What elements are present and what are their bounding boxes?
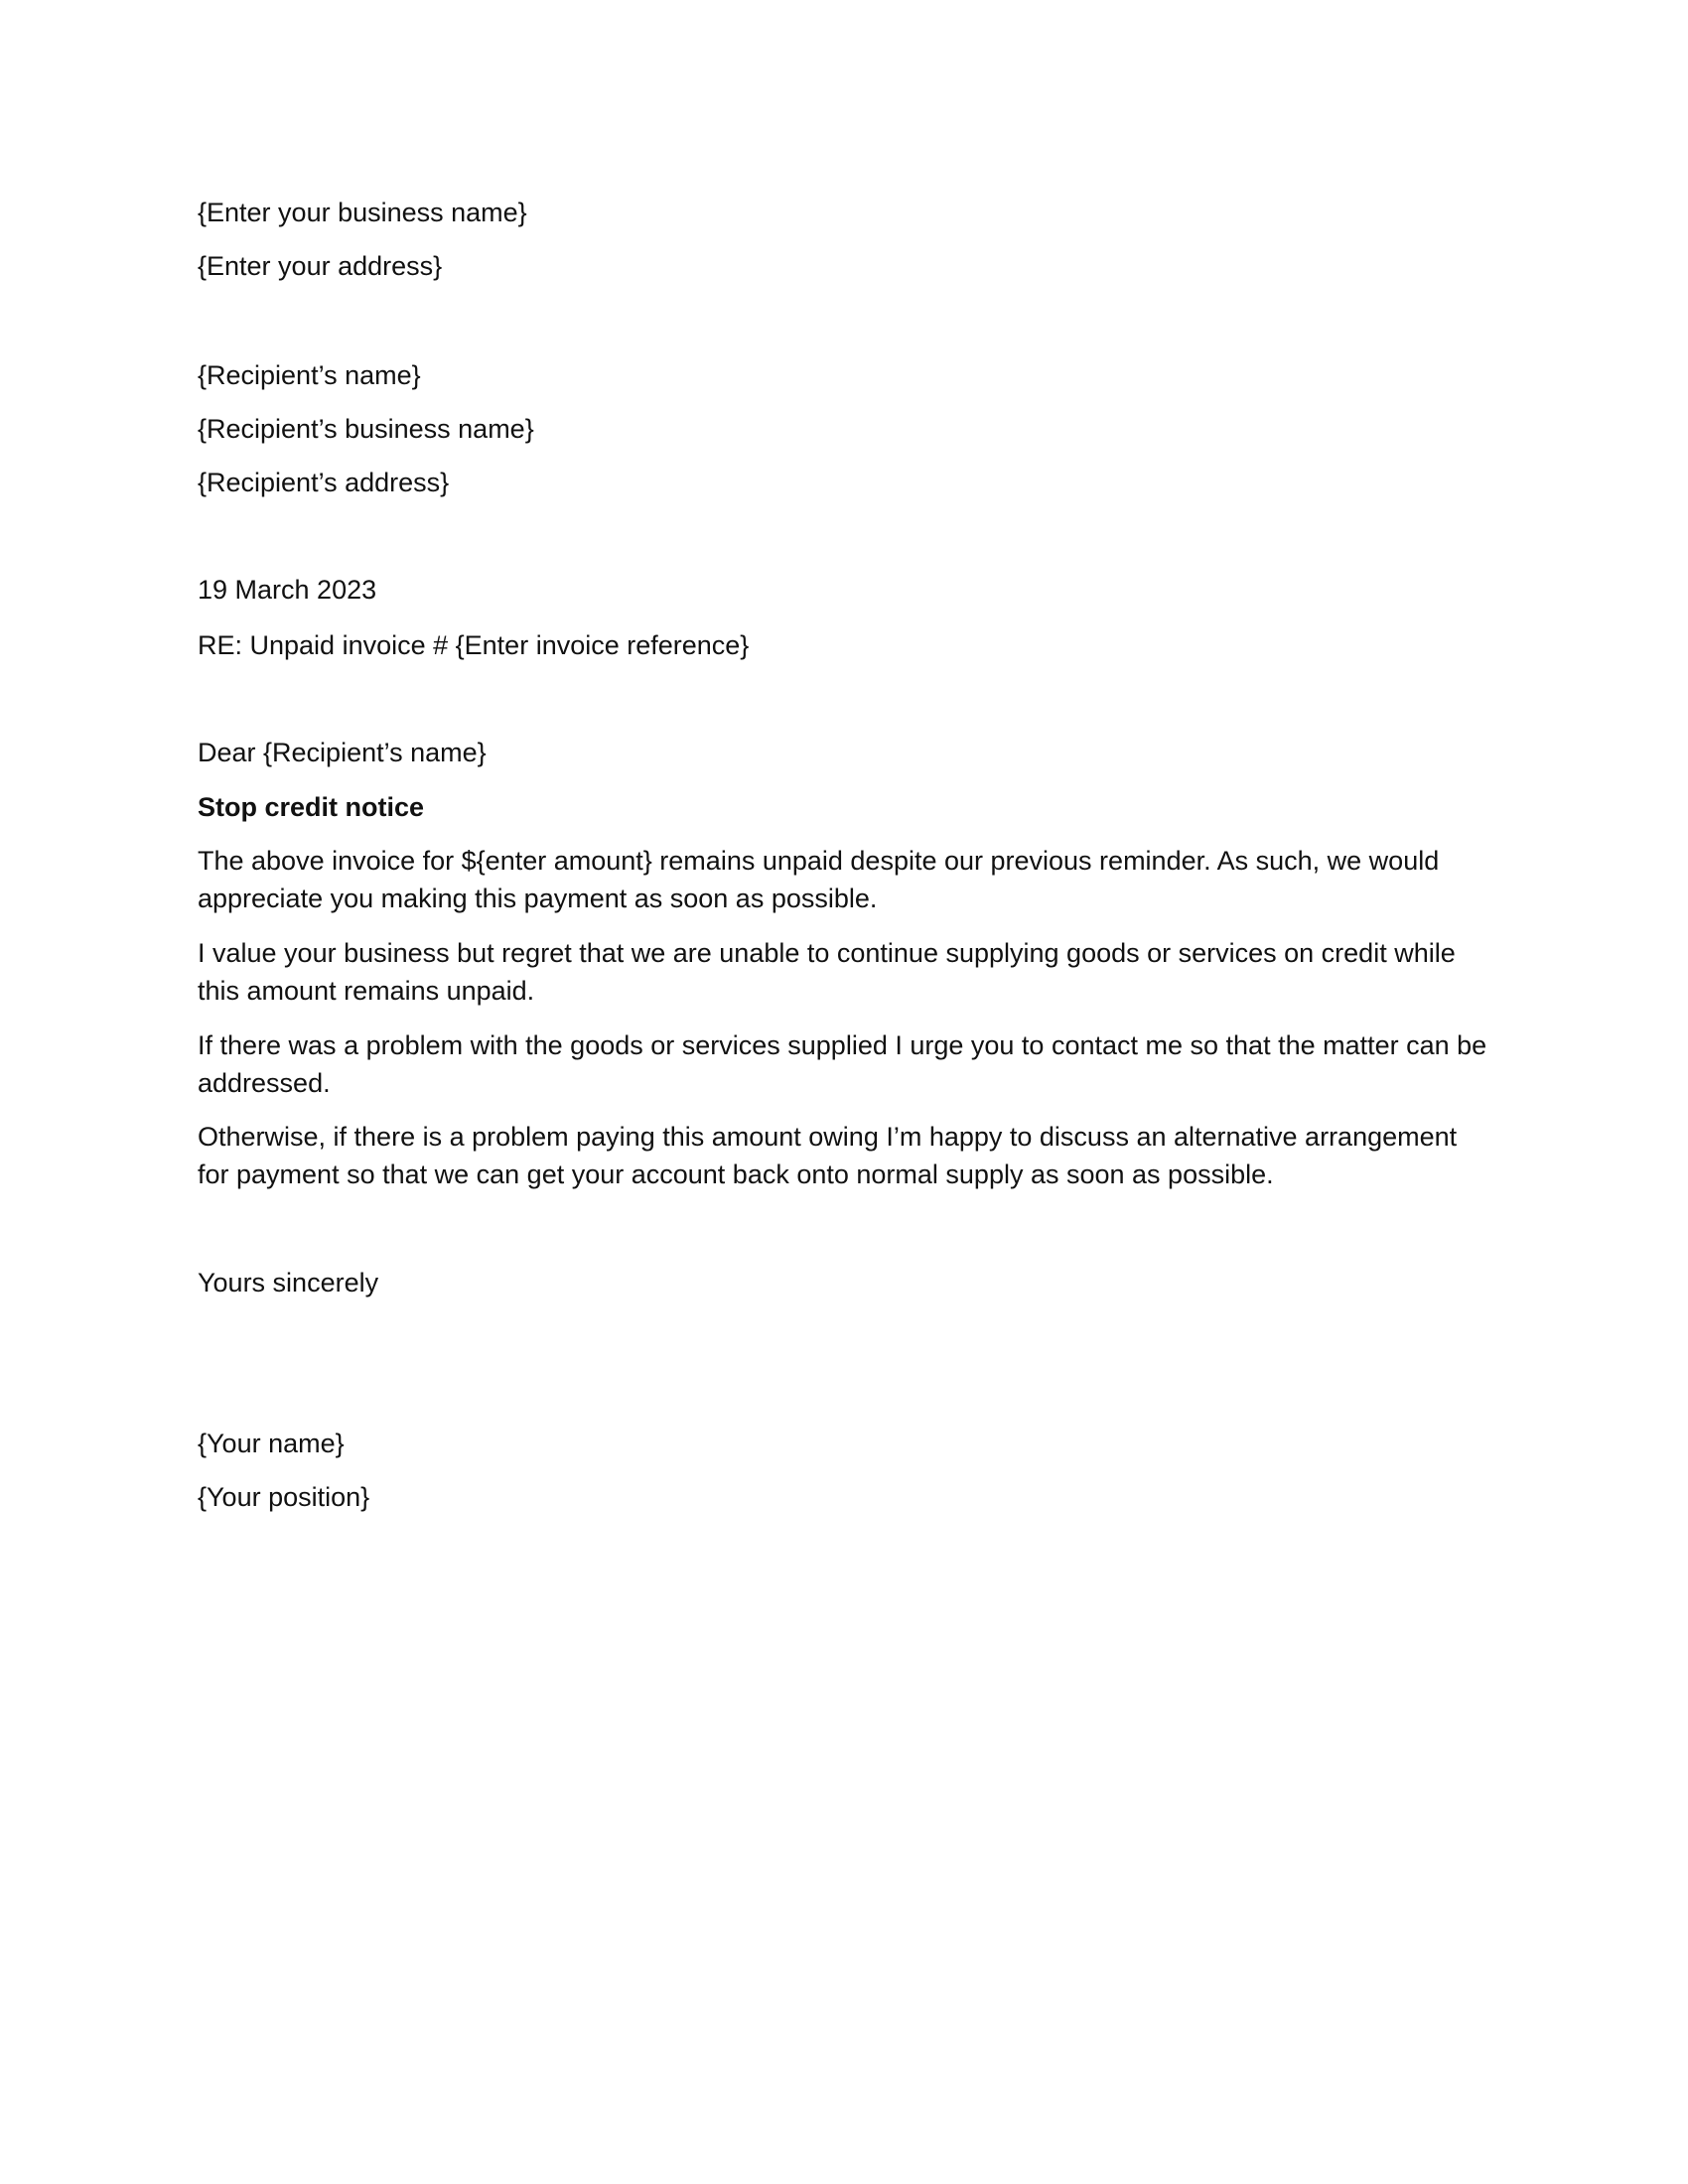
body-paragraph-4: Otherwise, if there is a problem paying this amount owing I’m happy to discuss an alternative arrangement for payment so that we can get your account back onto normal supply as soon as possible. [198, 1122, 1458, 1189]
salutation: Dear {Recipient’s name} [198, 738, 487, 767]
body-paragraph-3: If there was a problem with the goods or services supplied I urge you to contact me so that the matter can be addressed. [198, 1030, 1487, 1098]
recipient-business-name: {Recipient’s business name} [198, 414, 534, 444]
subject-line: RE: Unpaid invoice # {Enter invoice reference} [198, 630, 750, 660]
signature-position: {Your position} [198, 1482, 370, 1512]
recipient-address: {Recipient’s address} [198, 468, 450, 497]
sender-address: {Enter your address} [198, 251, 443, 281]
signature-name: {Your name} [198, 1429, 345, 1458]
recipient-name: {Recipient’s name} [198, 360, 421, 390]
closing: Yours sincerely [198, 1268, 379, 1297]
letter-heading: Stop credit notice [198, 792, 425, 822]
body-paragraph-1: The above invoice for ${enter amount} remains unpaid despite our previous reminder. As such, we would appreciate you making this payment as soon as possible. [198, 846, 1440, 913]
sender-business-name: {Enter your business name} [198, 198, 527, 227]
letter-date: 19 March 2023 [198, 575, 377, 605]
body-paragraph-2: I value your business but regret that we are unable to continue supplying goods or services on credit while this amount remains unpaid. [198, 938, 1456, 1006]
